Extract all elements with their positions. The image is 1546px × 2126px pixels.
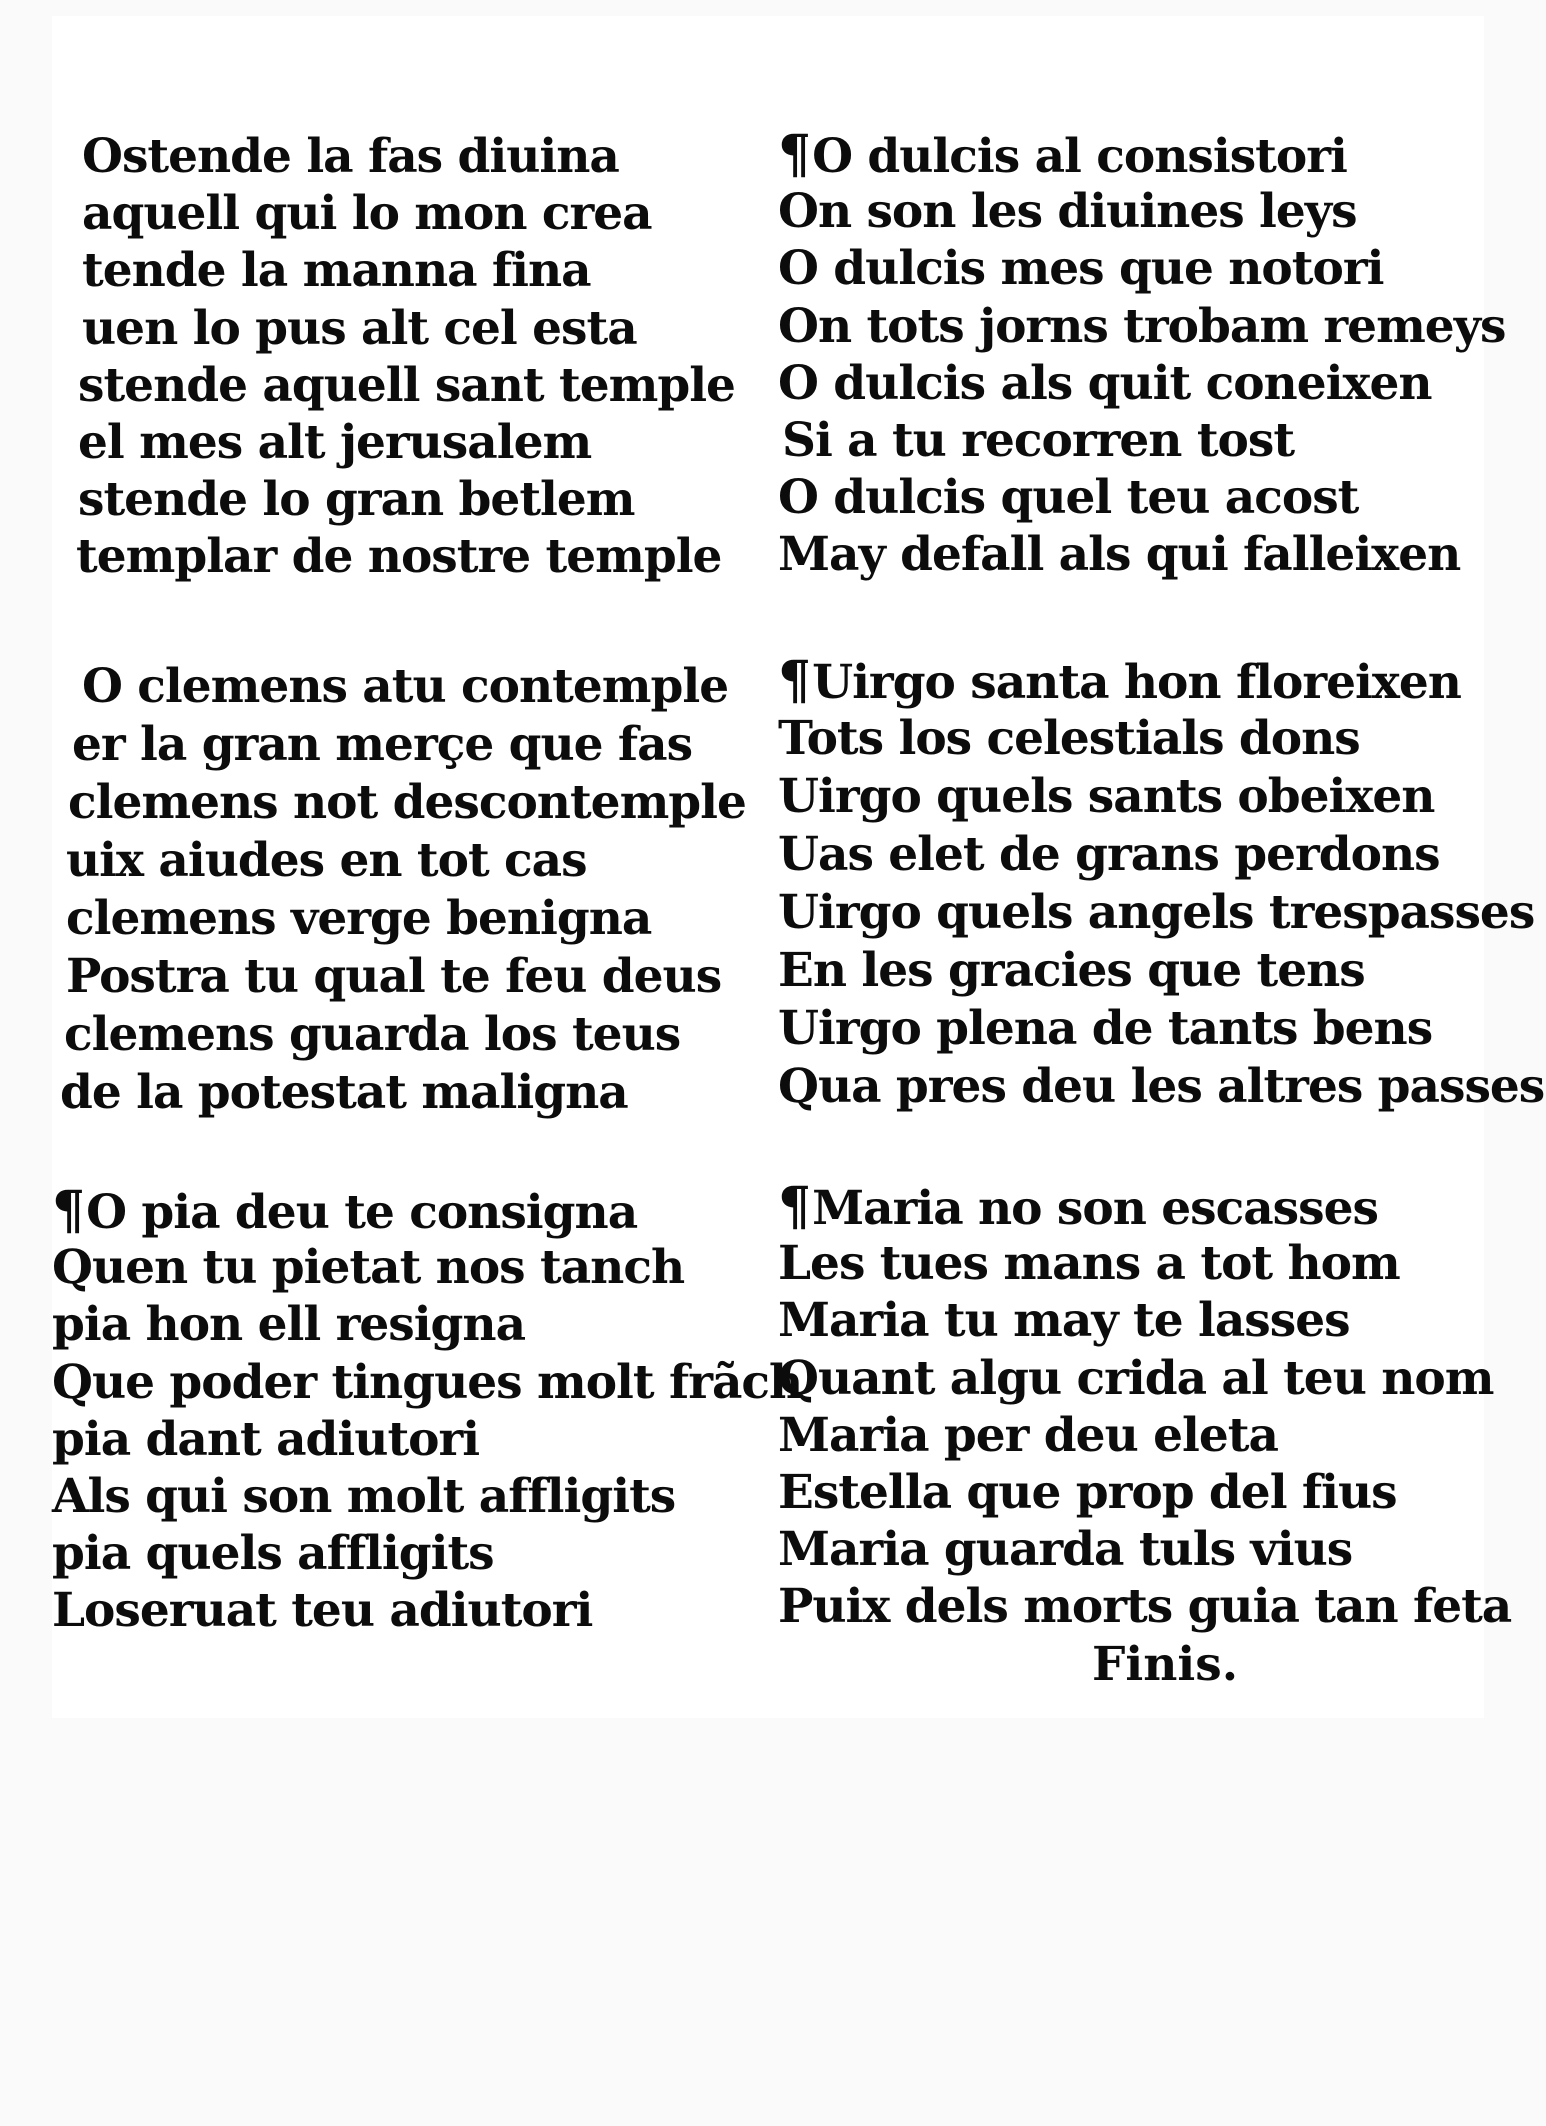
verse-line: O dulcis quel teu acost [778, 470, 1359, 525]
verse-line: clemens verge benigna [66, 891, 652, 946]
verse-line: pia hon ell resigna [52, 1297, 526, 1352]
verse-line: Maria per deu eleta [778, 1408, 1278, 1463]
verse-line: Ostende la fas diuina [82, 129, 619, 184]
verse-line: Puix dels morts guia tan feta [778, 1579, 1512, 1634]
verse-line [778, 652, 1461, 710]
verse-line: templar de nostre temple [76, 529, 722, 584]
verse-line: Quen tu pietat nos tanch [52, 1240, 685, 1295]
verse-line: May defall als qui falleixen [778, 527, 1461, 582]
verse-text: Maria no son escasses [812, 1181, 1378, 1236]
verse-line: uix aiudes en tot cas [66, 833, 587, 888]
pilcrow-marker: ¶ [52, 1180, 85, 1241]
verse-line: Maria guarda tuls vius [778, 1522, 1353, 1577]
verse-line: clemens not descontemple [68, 775, 746, 830]
verse-text: Uirgo santa hon floreixen [812, 655, 1461, 710]
verse-line: O clemens atu contemple [82, 659, 729, 714]
verse-line: Postra tu qual te feu deus [66, 949, 722, 1004]
verse-line: Qua pres deu les altres passes [778, 1059, 1545, 1114]
verse-line: En les gracies que tens [778, 943, 1365, 998]
finis-closing: Finis. [1092, 1637, 1239, 1692]
page-sheet [52, 16, 1545, 1718]
verse-line: Uas elet de grans perdons [778, 827, 1440, 882]
verse-text: O dulcis al consistori [812, 129, 1347, 184]
verse-line: Loseruat teu adiutori [52, 1583, 593, 1638]
verse-line: Uirgo quels angels trespasses [778, 885, 1535, 940]
verse-line [52, 1182, 637, 1240]
verse-line: Que poder tingues molt frãch [52, 1355, 803, 1410]
verse-line: pia quels affligits [52, 1526, 494, 1581]
verse-line [778, 1178, 1378, 1236]
verse-text: O pia deu te consigna [86, 1185, 638, 1240]
verse-line: Les tues mans a tot hom [778, 1236, 1400, 1291]
verse-line: clemens guarda los teus [64, 1007, 681, 1062]
verse-line: de la potestat maligna [60, 1065, 628, 1120]
verse-line: Uirgo plena de tants bens [778, 1001, 1433, 1056]
verse-line: Maria tu may te lasses [778, 1293, 1350, 1348]
verse-line: Estella que prop del fius [778, 1465, 1397, 1520]
verse-line: stende aquell sant temple [78, 358, 735, 413]
verse-line: O dulcis mes que notori [778, 241, 1384, 296]
verse-line: er la gran merçe que fas [72, 717, 693, 772]
verse-line: On son les diuines leys [778, 184, 1357, 239]
verse-line: Si a tu recorren tost [782, 413, 1295, 468]
verse-line: tende la manna fina [82, 243, 591, 298]
pilcrow-marker: ¶ [778, 1176, 811, 1237]
pilcrow-marker: ¶ [778, 650, 811, 711]
verse-line: Quant algu crida al teu nom [778, 1351, 1494, 1406]
verse-line: On tots jorns trobam remeys [778, 299, 1506, 354]
verse-line: stende lo gran betlem [78, 472, 635, 527]
verse-line [778, 126, 1347, 184]
verse-line: Uirgo quels sants obeixen [778, 769, 1435, 824]
verse-line: pia dant adiutori [52, 1412, 480, 1467]
verse-line: aquell qui lo mon crea [82, 186, 652, 241]
verse-line: Tots los celestials dons [778, 711, 1360, 766]
verse-line: O dulcis als quit coneixen [778, 356, 1432, 411]
verse-line: el mes alt jerusalem [78, 415, 592, 470]
verse-line: Als qui son molt affligits [52, 1469, 676, 1524]
pilcrow-marker: ¶ [778, 124, 811, 185]
verse-line: uen lo pus alt cel esta [82, 301, 637, 356]
